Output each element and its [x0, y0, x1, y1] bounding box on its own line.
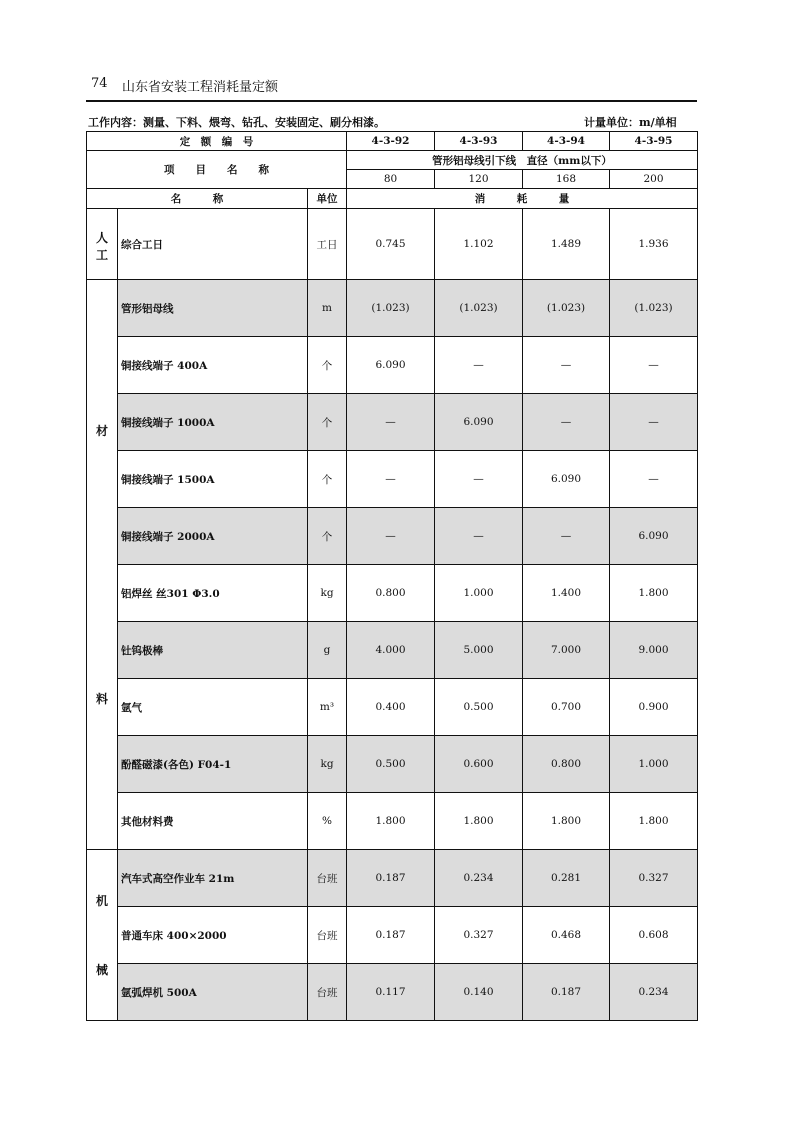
row-value: 0.468 — [523, 907, 610, 964]
row-name: 铜接线端子 400A — [118, 337, 308, 394]
row-unit: 个 — [308, 508, 347, 565]
row-value: 0.700 — [523, 679, 610, 736]
table-row — [87, 337, 698, 394]
row-value: 6.090 — [523, 451, 610, 508]
col-consumption-label: 消 耗 量 — [347, 189, 698, 209]
row-name: 钍钨极棒 — [118, 622, 308, 679]
quota-code: 4-3-92 — [347, 132, 435, 151]
table-row — [87, 622, 698, 679]
row-value: 4.000 — [347, 622, 435, 679]
row-value: 0.281 — [523, 850, 610, 907]
category-labor — [87, 209, 118, 280]
row-unit: 个 — [308, 394, 347, 451]
row-unit: % — [308, 793, 347, 850]
row-value: — — [610, 394, 698, 451]
row-value: 1.000 — [435, 565, 523, 622]
diameter: 80 — [347, 170, 435, 189]
quota-code: 4-3-93 — [435, 132, 523, 151]
table-row — [87, 565, 698, 622]
unit-note: 计量单位：m/单相 — [584, 116, 677, 129]
row-value: 0.500 — [435, 679, 523, 736]
table-row — [87, 736, 698, 793]
row-value: (1.023) — [435, 280, 523, 337]
row-name: 铜接线端子 2000A — [118, 508, 308, 565]
row-name: 管形铝母线 — [118, 280, 308, 337]
row-value: 7.000 — [523, 622, 610, 679]
row-value: 1.102 — [435, 209, 523, 280]
row-value: 1.489 — [523, 209, 610, 280]
diameter: 120 — [435, 170, 523, 189]
quota-table — [86, 131, 698, 1021]
row-value: 9.000 — [610, 622, 698, 679]
page-title: 山东省安装工程消耗量定额 — [122, 80, 279, 95]
row-value: 0.900 — [610, 679, 698, 736]
row-unit: m³ — [308, 679, 347, 736]
row-value: 1.800 — [347, 793, 435, 850]
category-char: 料 — [95, 692, 108, 706]
row-unit: m — [308, 280, 347, 337]
row-value: — — [610, 337, 698, 394]
row-value: 0.234 — [610, 964, 698, 1021]
row-name: 氩气 — [118, 679, 308, 736]
row-name: 酚醛磁漆(各色) F04-1 — [118, 736, 308, 793]
row-value: 1.800 — [523, 793, 610, 850]
col-name-label: 名 称 — [87, 189, 308, 209]
table-row — [87, 280, 698, 337]
row-value: 1.800 — [610, 793, 698, 850]
row-value: 6.090 — [435, 394, 523, 451]
row-value: — — [435, 508, 523, 565]
row-value: 1.800 — [435, 793, 523, 850]
row-value: 1.936 — [610, 209, 698, 280]
category-material — [87, 280, 118, 850]
row-value: 0.608 — [610, 907, 698, 964]
row-name: 氩弧焊机 500A — [118, 964, 308, 1021]
table-row — [87, 964, 698, 1021]
row-value: 0.400 — [347, 679, 435, 736]
row-value: — — [610, 451, 698, 508]
row-value: 0.327 — [610, 850, 698, 907]
row-value: 0.800 — [523, 736, 610, 793]
category-char: 工 — [95, 248, 108, 262]
table-row — [87, 907, 698, 964]
row-unit: 工日 — [308, 209, 347, 280]
table-row — [87, 793, 698, 850]
row-value: 1.000 — [610, 736, 698, 793]
row-value: — — [347, 394, 435, 451]
row-value: 0.117 — [347, 964, 435, 1021]
row-value: 0.600 — [435, 736, 523, 793]
item-group: 管形铝母线引下线 直径（mm以下） — [347, 151, 698, 170]
diameter: 200 — [610, 170, 698, 189]
row-name: 综合工日 — [118, 209, 308, 280]
diameter: 168 — [523, 170, 610, 189]
row-value: (1.023) — [610, 280, 698, 337]
row-name: 普通车床 400×2000 — [118, 907, 308, 964]
row-value: 1.400 — [523, 565, 610, 622]
row-unit: kg — [308, 565, 347, 622]
header-rule — [86, 100, 697, 102]
row-value: — — [523, 337, 610, 394]
row-value: — — [523, 394, 610, 451]
row-value: 5.000 — [435, 622, 523, 679]
row-value: 0.500 — [347, 736, 435, 793]
table-row — [87, 394, 698, 451]
row-value: 0.745 — [347, 209, 435, 280]
col-unit-label: 单位 — [308, 189, 347, 209]
row-value: 6.090 — [347, 337, 435, 394]
table-row — [87, 209, 698, 280]
row-value: 0.140 — [435, 964, 523, 1021]
row-name: 铜接线端子 1000A — [118, 394, 308, 451]
category-machine — [87, 850, 118, 1021]
row-unit: 个 — [308, 451, 347, 508]
row-name: 铜接线端子 1500A — [118, 451, 308, 508]
row-value: 0.187 — [347, 907, 435, 964]
table-row — [87, 508, 698, 565]
row-unit: 台班 — [308, 907, 347, 964]
row-value: (1.023) — [347, 280, 435, 337]
row-unit: g — [308, 622, 347, 679]
category-char: 械 — [95, 962, 108, 977]
row-unit: kg — [308, 736, 347, 793]
row-unit: 个 — [308, 337, 347, 394]
row-value: 0.187 — [523, 964, 610, 1021]
row-value: 1.800 — [610, 565, 698, 622]
item-name-label: 项 目 名 称 — [87, 151, 347, 189]
row-unit: 台班 — [308, 850, 347, 907]
row-value: — — [347, 508, 435, 565]
work-content: 工作内容：测量、下料、煨弯、钻孔、安装固定、刷分相漆。 — [88, 116, 385, 129]
category-char: 材 — [95, 424, 108, 438]
row-name: 汽车式高空作业车 21m — [118, 850, 308, 907]
row-value: — — [347, 451, 435, 508]
row-value: — — [523, 508, 610, 565]
category-char: 机 — [95, 894, 108, 909]
page-number: 74 — [91, 76, 108, 91]
row-value: (1.023) — [523, 280, 610, 337]
row-unit: 台班 — [308, 964, 347, 1021]
quota-code-label: 定 额 编 号 — [87, 132, 347, 151]
row-name: 其他材料费 — [118, 793, 308, 850]
quota-code: 4-3-95 — [610, 132, 698, 151]
row-value: 6.090 — [610, 508, 698, 565]
table-row — [87, 679, 698, 736]
row-value: 0.327 — [435, 907, 523, 964]
row-value: 0.800 — [347, 565, 435, 622]
row-value: 0.187 — [347, 850, 435, 907]
table-row — [87, 850, 698, 907]
category-char: 人 — [95, 231, 108, 245]
quota-code: 4-3-94 — [523, 132, 610, 151]
row-value: — — [435, 337, 523, 394]
row-value: 0.234 — [435, 850, 523, 907]
table-row — [87, 451, 698, 508]
row-name: 铝焊丝 丝301 Φ3.0 — [118, 565, 308, 622]
row-value: — — [435, 451, 523, 508]
